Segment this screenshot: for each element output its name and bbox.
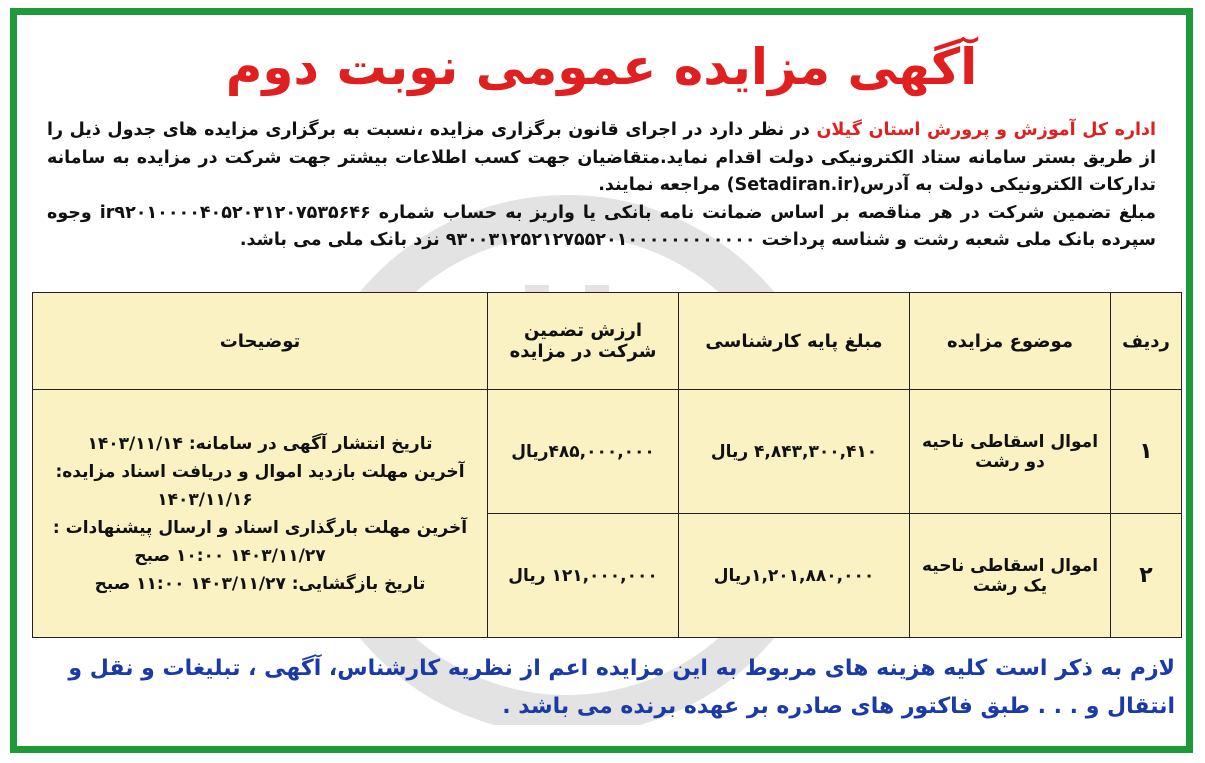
row1-radif: ۱: [1111, 390, 1182, 514]
desc-submit-deadline-label: آخرین مهلت بارگذاری اسناد و ارسال پیشنهادات :: [52, 517, 468, 538]
row2-base-price: ۱,۲۰۱,۸۸۰,۰۰۰ریال: [679, 514, 910, 638]
header-radif: ردیف: [1111, 293, 1182, 390]
row2-subject: اموال اسقاطی ناحیه یک رشت: [910, 514, 1111, 638]
header-description: توضیحات: [33, 293, 488, 390]
row1-base-price: ۴,۸۴۳,۳۰۰,۴۱۰ ریال: [679, 390, 910, 514]
header-subject: موضوع مزایده: [910, 293, 1111, 390]
row2-guarantee: ۱۲۱,۰۰۰,۰۰۰ ریال: [488, 514, 679, 638]
ad-title: آگهی مزایده عمومی نوبت دوم: [225, 38, 978, 96]
guarantee-suffix: وجوه سپرده بانک ملی شعبه رشت و شناسه پرداخت ۹۳۰۰۳۱۲۵۲۱۲۷۵۵۲۰۱۰۰۰۰۰۰۰۰۰۰۰۰ نزد بانک ملی می باشد.: [47, 202, 1156, 250]
header-guarantee: ارزش تضمین شرکت در مزایده: [488, 293, 679, 390]
header-base-price: مبلغ پایه کارشناسی: [679, 293, 910, 390]
row1-subject: اموال اسقاطی ناحیه دو رشت: [910, 390, 1111, 514]
intro-paragraph: [47, 117, 1156, 255]
row1-guarantee: ۴۸۵,۰۰۰,۰۰۰ریال: [488, 390, 679, 514]
table-row: [33, 390, 1182, 514]
desc-visit-deadline-date: ۱۴۰۳/۱۱/۱۶: [157, 489, 253, 510]
desc-visit-deadline-label: آخرین مهلت بازدید اموال و دریافت اسناد مزایده:: [55, 461, 465, 482]
organization-name: اداره کل آموزش و پرورش استان گیلان: [816, 120, 1156, 140]
footer-note: لازم به ذکر است کلیه هزینه های مربوط به این مزایده اعم از نظریه کارشناس، آگهی ، تبلیغات و نقل و انتقال و . . . طبق فاکتور های صادره بر عهده برنده می باشد .: [68, 656, 1175, 719]
desc-submit-deadline-date: ۱۴۰۳/۱۱/۲۷ ۱۰:۰۰ صبح: [134, 545, 326, 566]
row2-radif: ۲: [1111, 514, 1182, 638]
desc-publish-date: تاریخ انتشار آگهی در سامانه: ۱۴۰۳/۱۱/۱۴: [87, 433, 433, 454]
description-cell: [33, 390, 488, 638]
intro-text: در نظر دارد در اجرای قانون برگزاری مزایده ،نسبت به برگزاری مزایده های جدول ذیل را از طریق بستر سامانه ستاد الکترونیکی دولت اقدام نماید.متقاضیان جهت کسب اطلاعات بیشتر جهت شرکت در مزایده به سامانه تدارکات الکترونیکی دولت به آدرس(Setadiran.ir) مراجعه نمایند.: [47, 120, 1156, 195]
auction-table: [32, 292, 1182, 638]
guarantee-prefix: مبلغ تضمین شرکت در هر مناقصه بر اساس ضمانت نامه بانکی یا واریز به حساب شماره: [370, 202, 1157, 223]
desc-opening-date: تاریخ بازگشایی: ۱۴۰۳/۱۱/۲۷ ۱۱:۰۰ صبح: [94, 573, 426, 594]
account-number: ir۹۲۰۱۰۰۰۰۴۰۵۲۰۳۱۲۰۷۵۳۵۶۴۶: [99, 202, 371, 223]
table-header-row: [33, 293, 1182, 390]
